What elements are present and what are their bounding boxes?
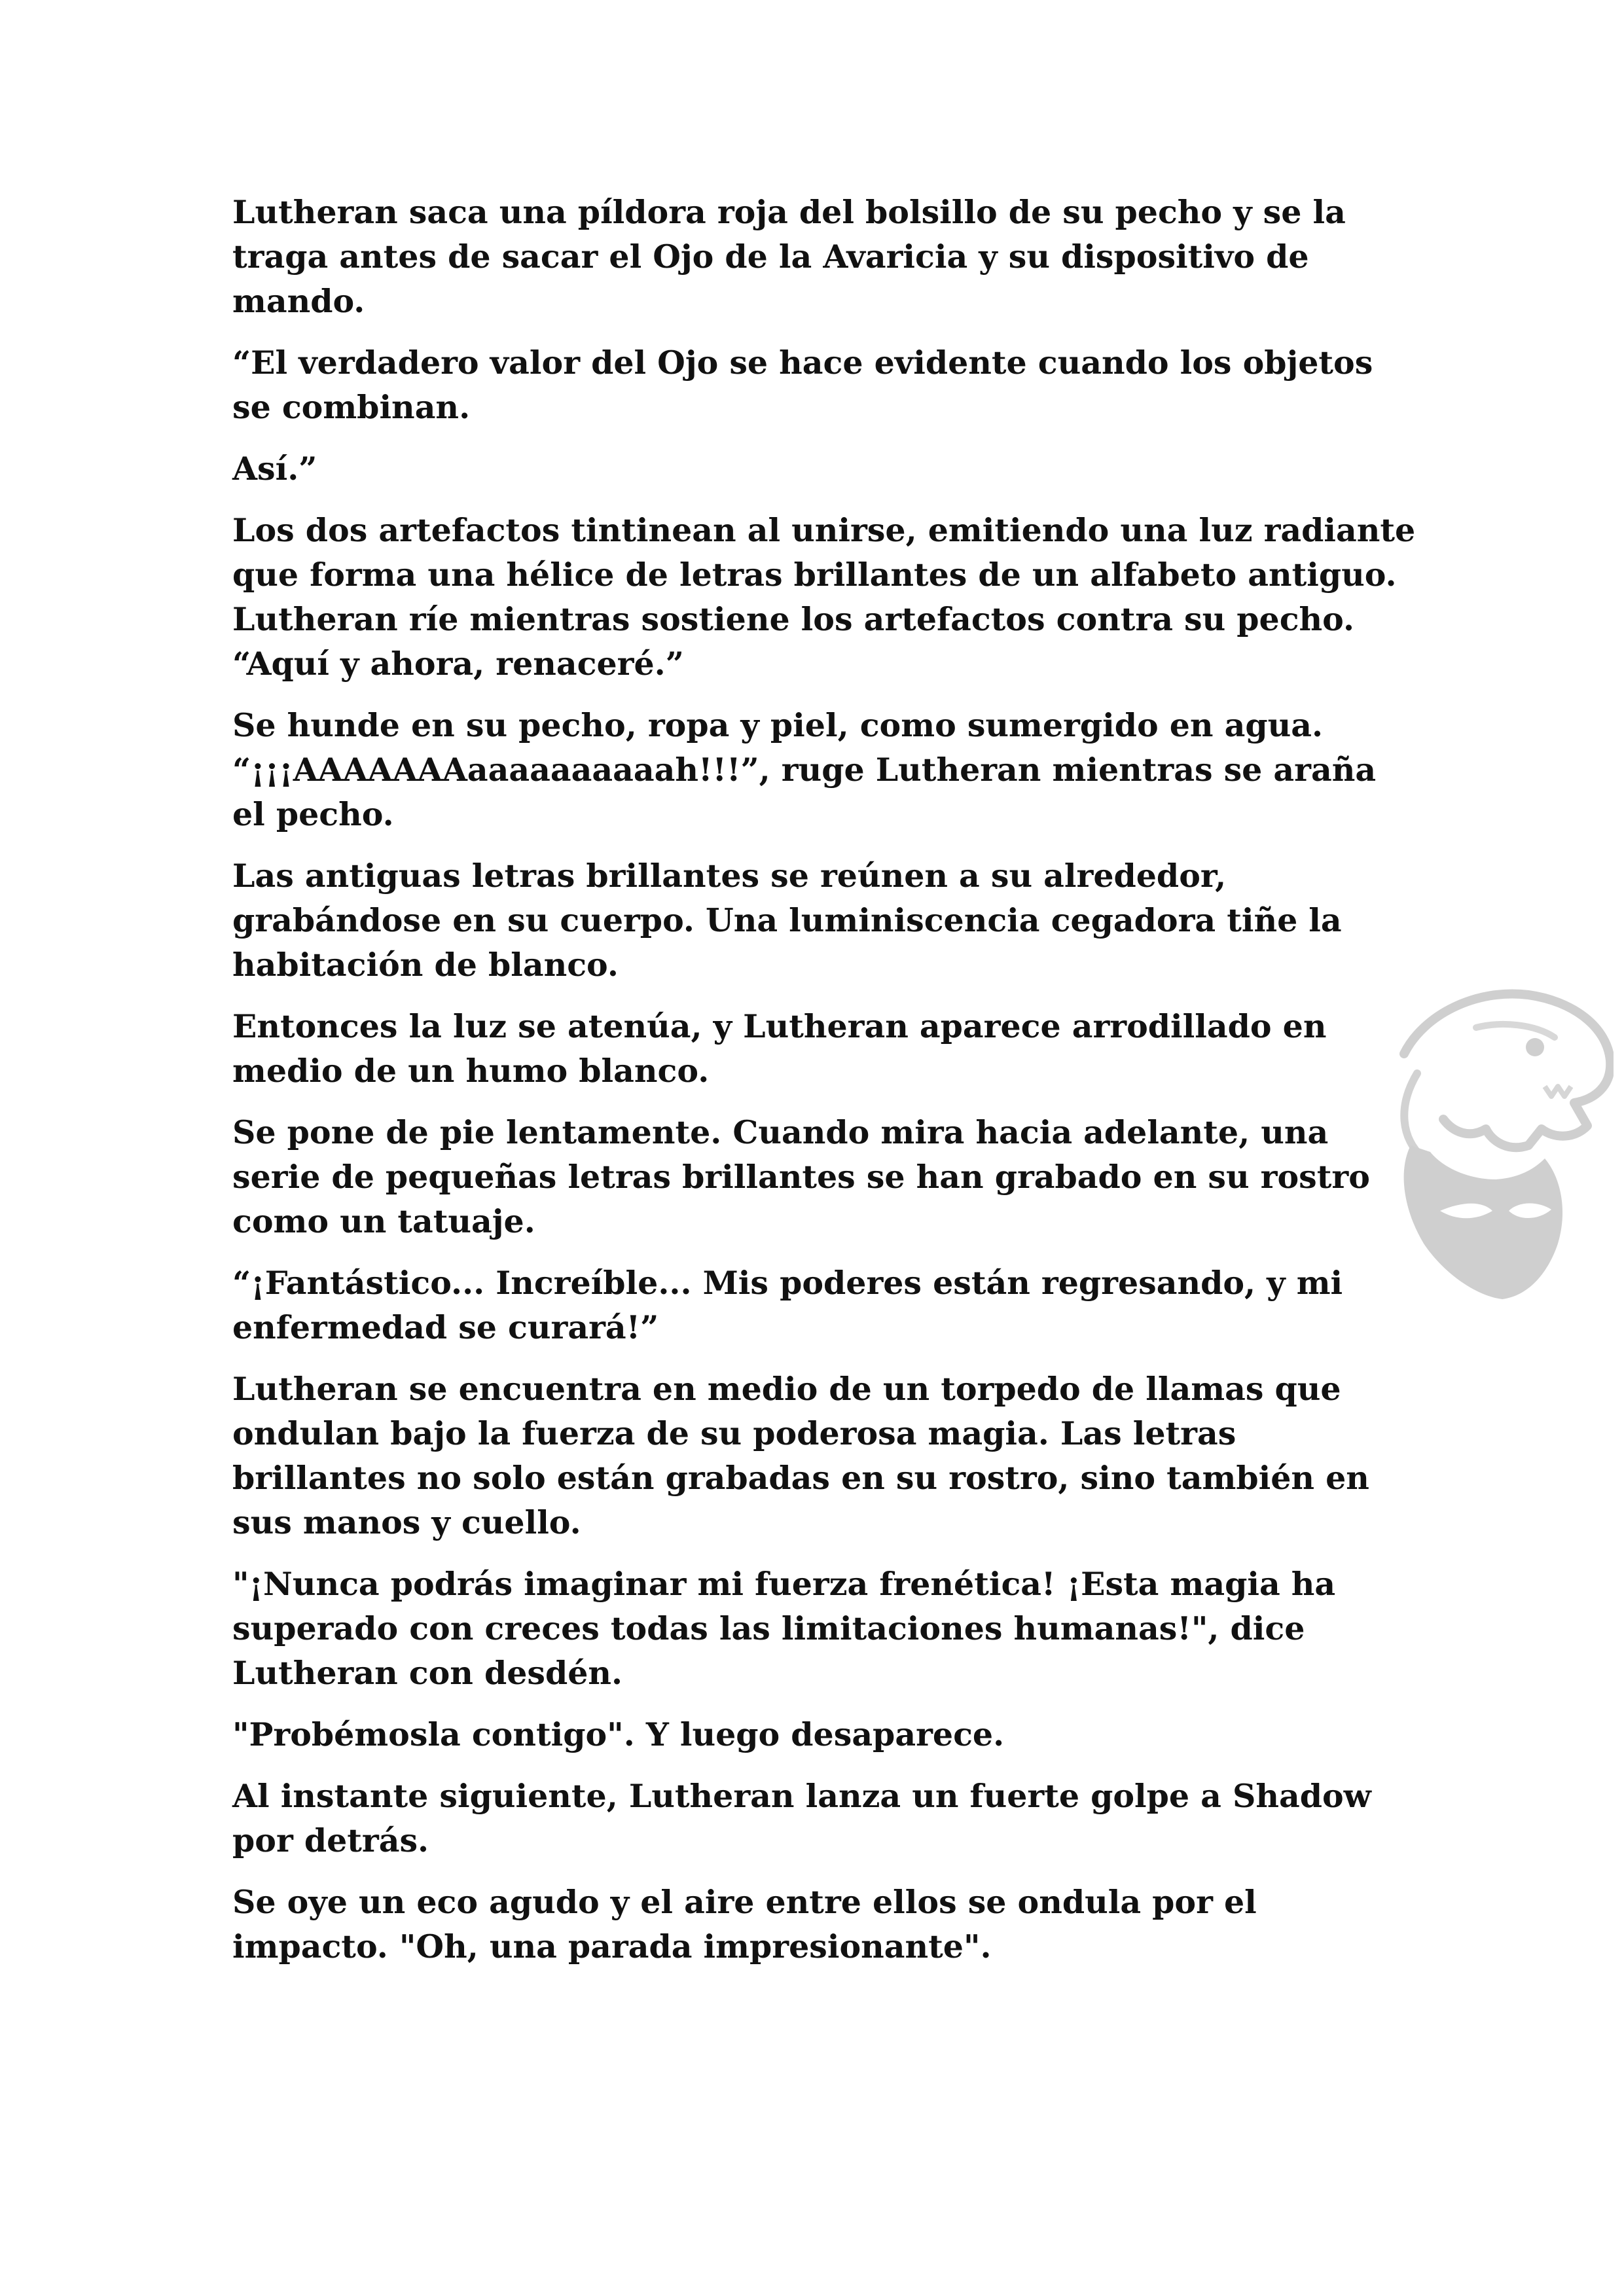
paragraph: “¡Fantástico... Increíble... Mis poderes están regresando, y mi enfermedad se curará!”: [232, 1264, 1343, 1346]
paragraph: Se hunde en su pecho, ropa y piel, como sumergido en agua. “¡¡¡AAAAAAAaaaaaaaaaah!!!”, ruge Lutheran mientras se araña el pecho.: [232, 706, 1377, 833]
paragraph: Se pone de pie lentamente. Cuando mira hacia adelante, una serie de pequeñas letras brillantes se han grabado en su rostro como un tatuaje.: [232, 1113, 1370, 1240]
paragraph: "Probémosla contigo". Y luego desaparece.: [232, 1715, 1005, 1753]
dinosaur-skull-logo-icon: [1378, 975, 1614, 1302]
paragraph: Se oye un eco agudo y el aire entre ellos se ondula por el impacto. "Oh, una parada impresionante".: [232, 1883, 1257, 1965]
paragraph: Lutheran saca una píldora roja del bolsillo de su pecho y se la traga antes de sacar el Ojo de la Avaricia y su dispositivo de mando.: [232, 193, 1346, 320]
paragraph: "¡Nunca podrás imaginar mi fuerza frenética! ¡Esta magia ha superado con creces todas las limitaciones humanas!", dice Lutheran con desdén.: [232, 1565, 1336, 1692]
paragraph: “El verdadero valor del Ojo se hace evidente cuando los objetos se combinan.: [232, 344, 1373, 426]
story-text: [232, 190, 1417, 1986]
paragraph: Los dos artefactos tintinean al unirse, emitiendo una luz radiante que forma una hélice de letras brillantes de un alfabeto antiguo. Lutheran ríe mientras sostiene los artefactos contra su pecho. “Aquí y ahora, renaceré.”: [232, 511, 1416, 683]
paragraph: Las antiguas letras brillantes se reúnen a su alrededor, grabándose en su cuerpo. Una luminiscencia cegadora tiñe la habitación de blanco.: [232, 857, 1342, 984]
paragraph: Así.”: [232, 450, 317, 488]
paragraph: Lutheran se encuentra en medio de un torpedo de llamas que ondulan bajo la fuerza de su poderosa magia. Las letras brillantes no solo están grabadas en su rostro, sino también en sus manos y cuello.: [232, 1370, 1369, 1541]
paragraph: Entonces la luz se atenúa, y Lutheran aparece arrodillado en medio de un humo blanco.: [232, 1007, 1327, 1090]
paragraph: Al instante siguiente, Lutheran lanza un fuerte golpe a Shadow por detrás.: [232, 1777, 1371, 1859]
